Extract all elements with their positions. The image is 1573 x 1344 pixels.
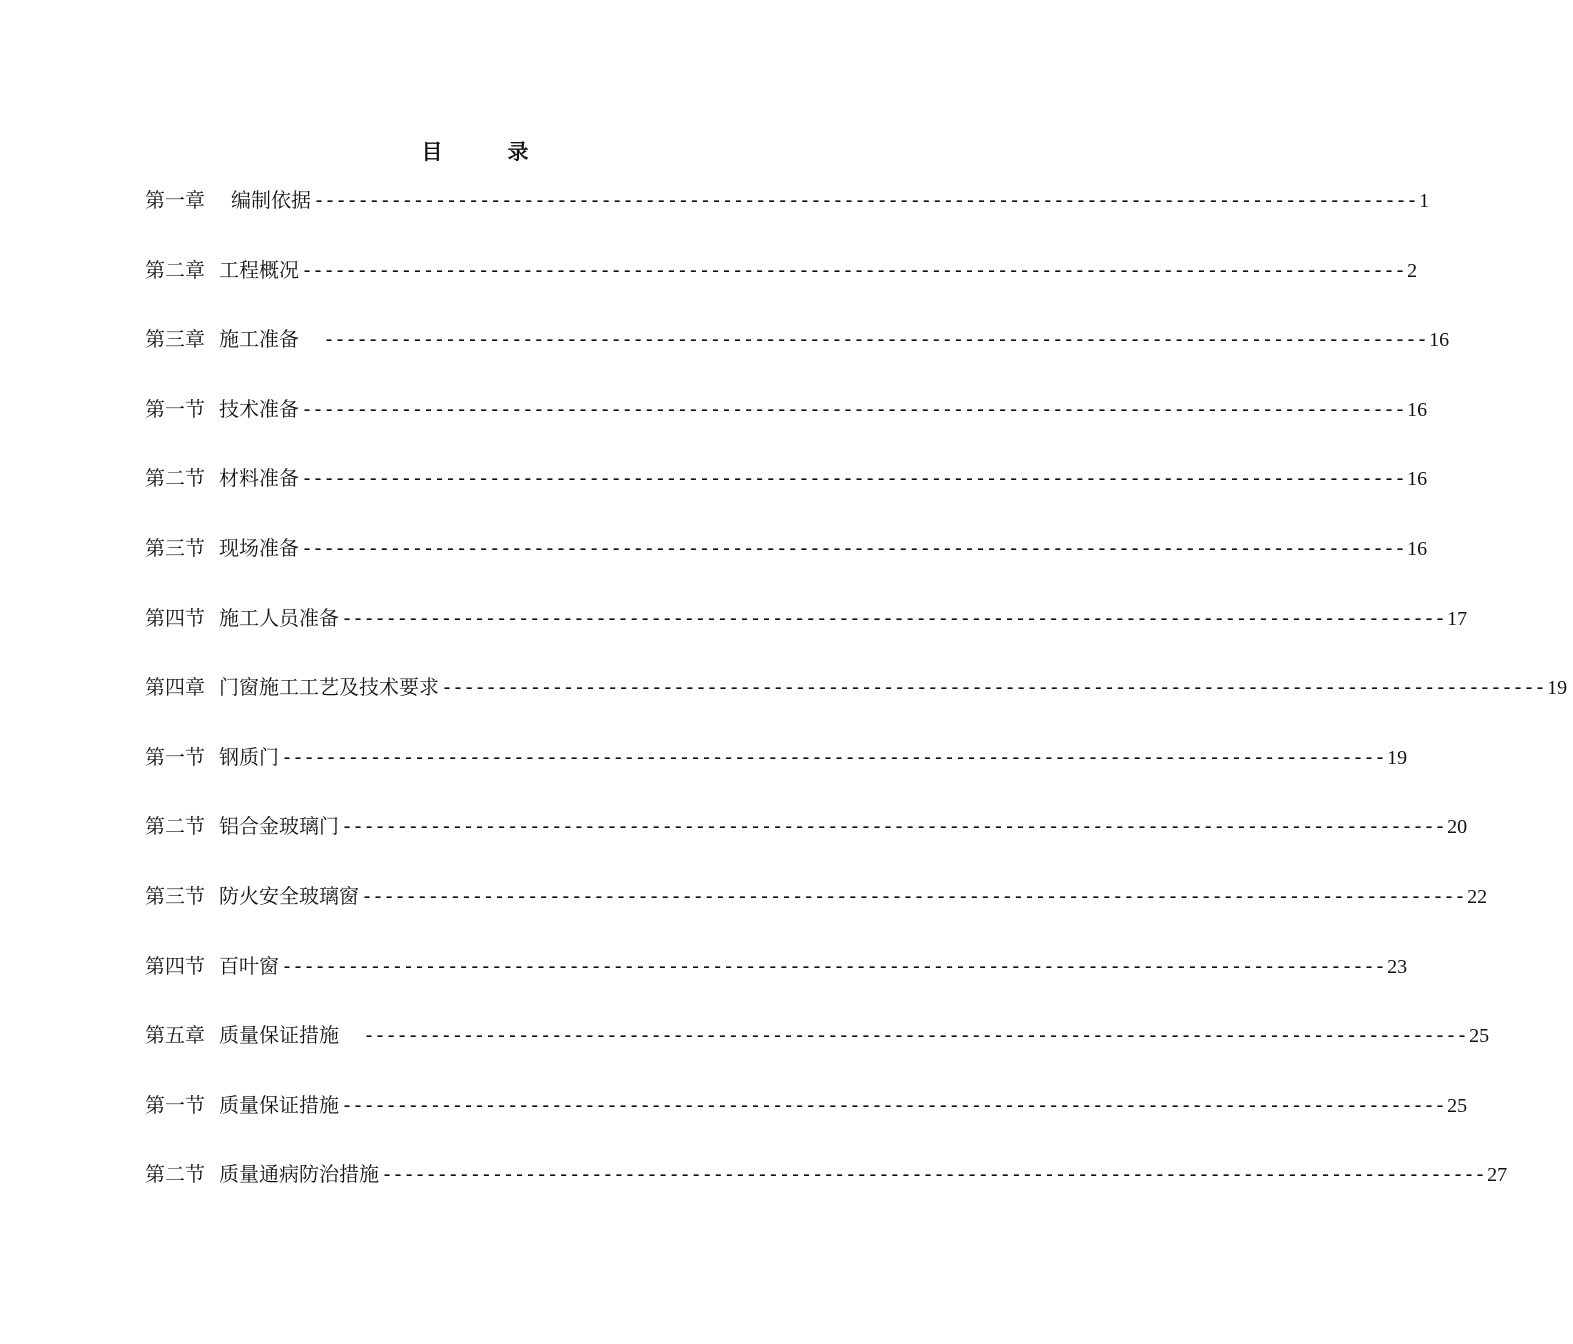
toc-entry	[145, 530, 1428, 600]
toc-leader-dashes: ----------------------------------------------------------------------------------------------------	[323, 327, 1428, 352]
toc-entry	[145, 460, 1428, 530]
toc-leader-dashes: ----------------------------------------------------------------------------------------------------	[341, 1092, 1446, 1117]
toc-entry-label: 现场准备	[219, 535, 299, 560]
toc-entry	[145, 669, 1568, 739]
toc-entry-page: 19	[1547, 677, 1568, 700]
toc-entry-page: 20	[1447, 816, 1468, 839]
toc-leader-dashes: ----------------------------------------------------------------------------------------------------	[281, 953, 1386, 978]
toc-entry-label: 施工人员准备	[219, 605, 339, 630]
toc-leader-dashes: ----------------------------------------------------------------------------------------------------	[301, 396, 1406, 421]
toc-entry-prefix: 第二章	[145, 257, 205, 282]
toc-entry-label: 技术准备	[219, 396, 299, 421]
toc-entry-label: 施工准备	[219, 327, 299, 352]
toc-entry-prefix: 第五章	[145, 1023, 205, 1048]
toc-entry	[145, 182, 1430, 252]
toc-entry-page: 19	[1387, 746, 1408, 769]
toc-entry	[145, 878, 1488, 948]
toc-entry	[145, 808, 1468, 878]
toc-entry-page: 16	[1407, 537, 1428, 560]
toc-entry-prefix: 第二节	[145, 466, 205, 491]
toc-leader-dashes: ----------------------------------------------------------------------------------------------------	[281, 744, 1386, 769]
toc-entry-prefix: 第一节	[145, 396, 205, 421]
toc-entry	[145, 948, 1408, 1018]
toc-entry-prefix: 第三节	[145, 535, 205, 560]
toc-entry-page: 16	[1407, 398, 1428, 421]
toc-entry-page: 25	[1447, 1094, 1468, 1117]
toc-entry	[145, 1017, 1490, 1087]
toc-leader-dashes: ----------------------------------------------------------------------------------------------------	[363, 1023, 1468, 1048]
toc-entry-prefix: 第三节	[145, 883, 205, 908]
toc-entry-page: 23	[1387, 955, 1408, 978]
toc-entry-page: 22	[1467, 885, 1488, 908]
toc-title: 目 录	[421, 139, 551, 164]
toc-entry-label: 工程概况	[219, 257, 299, 282]
toc-entry-page: 2	[1407, 259, 1418, 282]
toc-entry-prefix: 第二节	[145, 814, 205, 839]
toc-leader-dashes: ----------------------------------------------------------------------------------------------------	[301, 466, 1406, 491]
toc-entry	[145, 600, 1468, 670]
toc-entry-label: 编制依据	[231, 188, 311, 212]
toc-entry-label: 钢质门	[219, 744, 279, 769]
toc-entry-prefix: 第二节	[145, 1162, 205, 1187]
toc-entry-prefix: 第三章	[145, 327, 205, 352]
toc-leader-dashes: ----------------------------------------------------------------------------------------------------	[301, 535, 1406, 560]
toc-entry-page: 1	[1419, 190, 1430, 212]
toc-entry-label: 铝合金玻璃门	[219, 814, 339, 839]
toc-leader-dashes: ----------------------------------------------------------------------------------------------------	[341, 605, 1446, 630]
toc-entry-prefix: 第四节	[145, 953, 205, 978]
toc-entry-label: 质量通病防治措施	[219, 1162, 379, 1187]
toc-entry	[145, 252, 1418, 322]
toc-entry-prefix: 第四章	[145, 675, 205, 700]
toc-entry-page: 27	[1487, 1164, 1508, 1187]
toc-leader-dashes: ----------------------------------------------------------------------------------------------------	[341, 814, 1446, 839]
toc-entry-prefix: 第四节	[145, 605, 205, 630]
toc-entry	[145, 391, 1428, 461]
toc-entry-label: 防火安全玻璃窗	[219, 883, 359, 908]
toc-entry	[145, 1087, 1468, 1157]
toc-entry	[145, 1156, 1508, 1226]
toc-entry	[145, 739, 1408, 809]
toc-leader-dashes: ----------------------------------------------------------------------------------------------------	[441, 675, 1546, 700]
toc-entry-prefix: 第一节	[145, 1092, 205, 1117]
toc-entry-page: 16	[1429, 329, 1450, 352]
toc-entry-label: 材料准备	[219, 466, 299, 491]
toc-entry-page: 16	[1407, 468, 1428, 491]
toc-entry-page: 25	[1469, 1025, 1490, 1048]
toc-entry-label: 门窗施工工艺及技术要求	[219, 675, 439, 700]
toc-leader-dashes: ----------------------------------------------------------------------------------------------------	[381, 1162, 1486, 1187]
toc-entry-label: 质量保证措施	[219, 1023, 339, 1048]
toc-entry-label: 百叶窗	[219, 953, 279, 978]
toc-leader-dashes: ----------------------------------------------------------------------------------------------------	[313, 188, 1418, 212]
toc-entry-page: 17	[1447, 607, 1468, 630]
toc-entry-prefix: 第一节	[145, 744, 205, 769]
toc-entry-label: 质量保证措施	[219, 1092, 339, 1117]
toc-leader-dashes: ----------------------------------------------------------------------------------------------------	[361, 883, 1466, 908]
toc-entry-prefix: 第一章	[145, 188, 205, 212]
toc-entry	[145, 321, 1450, 391]
toc-list	[145, 182, 1568, 1226]
toc-leader-dashes: ----------------------------------------------------------------------------------------------------	[301, 257, 1406, 282]
